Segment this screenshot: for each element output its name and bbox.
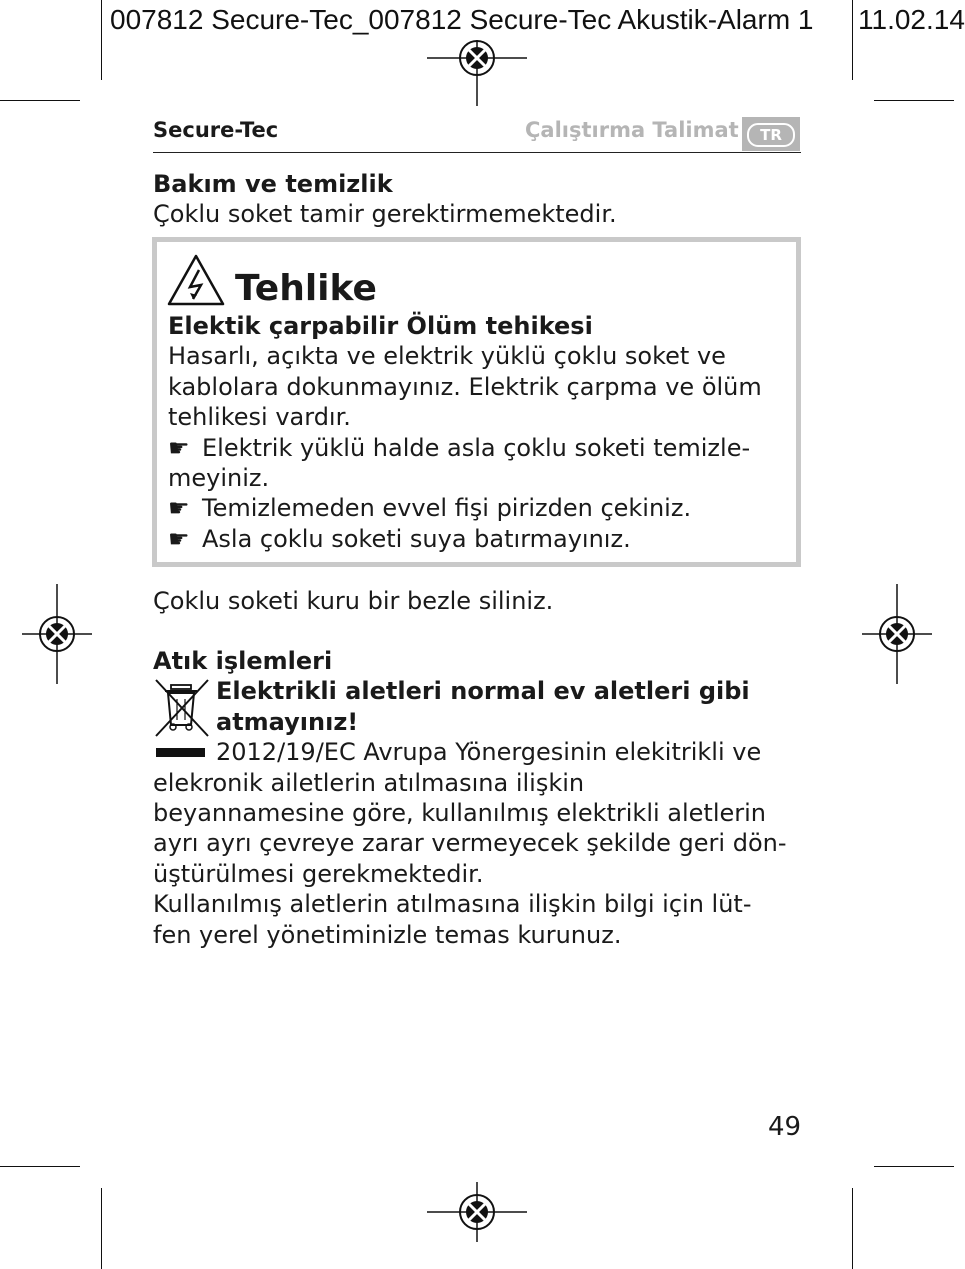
care-heading: Bakım ve temizlik [153,170,393,198]
crop-mark [874,100,954,101]
print-slug-filename: 007812 Secure-Tec_007812 Secure-Tec Akustik-Alarm 1 [110,4,814,35]
pointing-hand-icon: ☛ [168,494,190,522]
disposal-text-line: Kullanılmış aletlerin atılmasına ilişkin bilgi için lüt- [153,890,752,918]
crop-mark [0,100,80,101]
disposal-text-line: fen yerel yönetiminizle temas kurunuz. [153,921,622,949]
page-number: 49 [768,1112,802,1142]
warning-bullet-continuation: meyiniz. [168,464,270,492]
brand-name: Secure-Tec [153,118,279,142]
electric-hazard-icon [166,253,226,307]
disposal-bold-line: Elektrikli aletleri normal ev aletleri gibi [216,677,750,705]
registration-mark-icon [22,584,92,684]
disposal-text-line: 2012/19/EC Avrupa Yönergesinin elekitrikli ve [216,738,762,766]
disposal-text-line: elekronik ailetlerin atılmasına ilişkin [153,769,585,797]
warning-text-line: Hasarlı, açıkta ve elektrik yüklü çoklu soket ve [168,342,726,370]
warning-text-line: kablolara dokunmayınız. Elektrik çarpma ve ölüm [168,373,762,401]
registration-mark-icon [427,10,527,106]
crop-mark [852,1188,853,1269]
warning-title: Tehlike [235,268,377,309]
language-badge [742,117,800,151]
warning-bullet [168,524,631,555]
manual-title: Çalıştırma Talimat [525,118,739,142]
registration-mark-icon [427,1162,527,1262]
warning-bullet [168,493,691,524]
warning-bullet-text: Elektrik yüklü halde asla çoklu soketi temizle- [202,434,751,462]
registration-mark-icon [862,584,932,684]
dry-clean-text: Çoklu soketi kuru bir bezle siliniz. [153,587,554,615]
pointing-hand-icon: ☛ [168,434,190,462]
disposal-text-line: beyannamesine göre, kullanılmış elektrikli aletlerin [153,799,767,827]
crossed-out-bin-icon [153,677,211,759]
disposal-bold-line: atmayınız! [216,708,359,736]
crop-mark [101,0,102,80]
disposal-text-line: ayrı ayrı çevreye zarar vermeyecek şekilde geri dön- [153,829,787,857]
disposal-text-line: üştürülmesi gerekmektedir. [153,860,484,888]
print-slug-date: 11.02.14 [858,4,965,35]
warning-subtitle: Elektik çarpabilir Ölüm tehikesi [168,312,593,340]
crop-mark [874,1166,954,1167]
disposal-heading: Atık işlemleri [153,647,333,675]
warning-bullet-text: Asla çoklu soketi suya batırmayınız. [202,525,631,553]
crop-mark [101,1188,102,1269]
language-badge-label: TR [747,123,795,147]
warning-bullet [168,433,750,464]
header-divider [153,152,801,153]
pointing-hand-icon: ☛ [168,525,190,553]
warning-bullet-text: Temizlemeden evvel fişi pirizden çekiniz. [202,494,692,522]
crop-mark [0,1166,80,1167]
crop-mark [852,0,853,80]
care-text: Çoklu soket tamir gerektirmemektedir. [153,200,617,228]
warning-text-line: tehlikesi vardır. [168,403,351,431]
